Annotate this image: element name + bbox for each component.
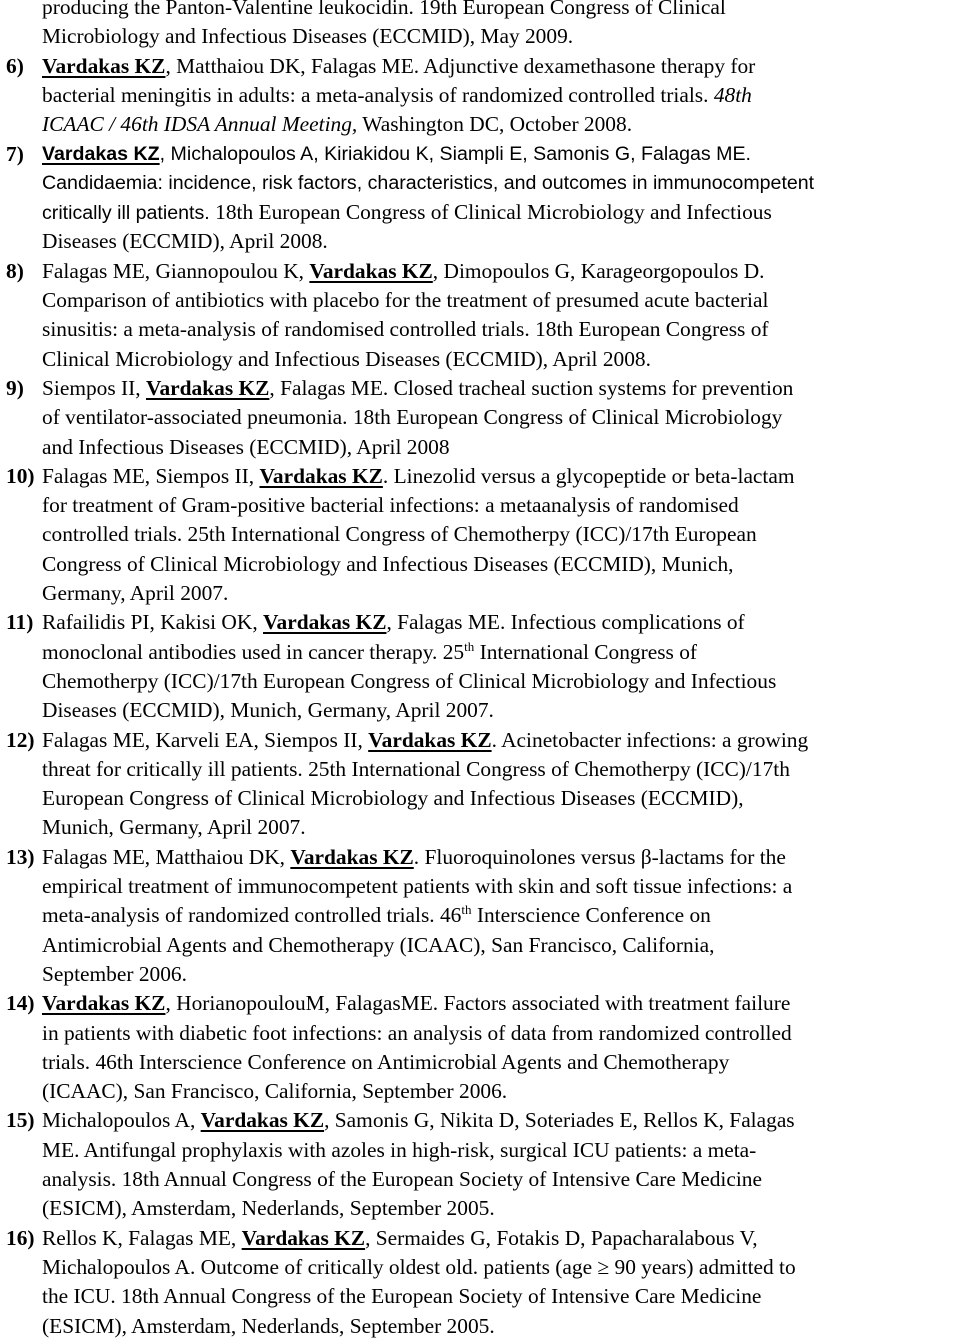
author-highlight: Vardakas KZ [259, 463, 383, 488]
text-run: monoclonal antibodies used in cancer therapy. 25 [42, 639, 465, 664]
text-run: (ESICM), Amsterdam, Nederlands, September 2005. [42, 1196, 495, 1221]
reference-line [42, 608, 745, 637]
reference-line [42, 286, 768, 315]
author-highlight: Vardakas KZ [368, 727, 492, 752]
reference-line [42, 374, 793, 403]
author-highlight: Vardakas KZ [42, 991, 166, 1016]
reference-line [42, 960, 187, 989]
text-run: , Sermaides G, Fotakis D, Papacharalabous V, [365, 1225, 758, 1250]
italic-text: ICAAC / 46th IDSA Annual Meeting, [42, 112, 358, 137]
text-run: Washington DC, October 2008. [357, 112, 633, 137]
reference-line [42, 491, 739, 520]
reference-number: 8) [6, 258, 24, 283]
reference-number: 13) [6, 844, 35, 869]
reference-line [42, 403, 782, 432]
reference-line [42, 81, 752, 110]
author-highlight: Vardakas KZ [42, 53, 166, 78]
text-run: meta-analysis of randomized controlled trials. 46 [42, 903, 462, 928]
reference-number: 15) [6, 1108, 35, 1133]
reference-line [42, 1136, 756, 1165]
text-run: Falagas ME, Matthaiou DK, [42, 844, 291, 869]
text-run: Diseases (ECCMID), April 2008. [42, 229, 328, 254]
reference-line [42, 22, 573, 51]
reference-line [42, 550, 734, 579]
text-run: threat for critically ill patients. 25th International Congress of Chemotherpy (ICC)/17th [42, 756, 790, 781]
reference-number: 12) [6, 727, 35, 752]
text-run: the ICU. 18th Annual Congress of the European Society of Intensive Care Medicine [42, 1284, 762, 1309]
reference-number: 7) [6, 141, 24, 166]
text-run: International Congress of [474, 639, 698, 664]
reference-line [42, 1165, 762, 1194]
reference-line [42, 52, 755, 81]
text-run: in patients with diabetic foot infections: an analysis of data from randomized controlled [42, 1020, 792, 1045]
text-run: Candidaemia: incidence, risk factors, characteristics, and outcomes in immunocompetent [42, 171, 815, 194]
superscript: th [464, 638, 475, 654]
text-run: critically ill patients. [42, 202, 216, 225]
text-run: . Linezolid versus a glycopeptide or beta-lactam [382, 463, 795, 488]
text-run: . Acinetobacter infections: a growing [491, 727, 809, 752]
author-highlight: Vardakas KZ [42, 142, 160, 165]
reference-line [42, 169, 814, 198]
text-run: Rellos K, Falagas ME, [42, 1225, 242, 1250]
reference-line [42, 110, 632, 139]
text-run: producing the Panton-Valentine leukocidin. 19th European Congress of Clinical [42, 0, 726, 19]
text-run: Chemotherpy (ICC)/17th European Congress of Clinical Microbiology and Infectious [42, 668, 777, 693]
author-highlight: Vardakas KZ [200, 1108, 325, 1133]
author-highlight: Vardakas KZ [241, 1225, 366, 1250]
text-run: , Falagas ME. Closed tracheal suction systems for prevention [269, 375, 794, 400]
text-run: trials. 46th Interscience Conference on Antimicrobial Agents and Chemotherapy [42, 1049, 730, 1074]
text-run: , Samonis G, Nikita D, Soteriades E, Rellos K, Falagas [324, 1108, 795, 1133]
reference-line [42, 198, 772, 227]
author-highlight: Vardakas KZ [290, 844, 414, 869]
reference-line [42, 345, 651, 374]
text-run: and Infectious Diseases (ECCMID), April 2008 [42, 434, 450, 459]
reference-number: 16) [6, 1225, 35, 1250]
reference-line [42, 433, 450, 462]
text-run: September 2006. [42, 961, 187, 986]
author-highlight: Vardakas KZ [263, 610, 387, 635]
reference-line [42, 520, 757, 549]
reference-line [42, 784, 744, 813]
text-run: Rafailidis PI, Kakisi OK, [42, 610, 264, 635]
reference-line [42, 1312, 495, 1341]
text-run: Germany, April 2007. [42, 581, 229, 605]
reference-line [42, 257, 765, 286]
text-run: empirical treatment of immunocompetent patients with skin and soft tissue infections: a [42, 874, 793, 898]
text-run: of ventilator-associated pneumonia. 18th European Congress of Clinical Microbiology [42, 405, 783, 430]
text-run: , Michalopoulos A, Kiriakidou K, Siampli E, Samonis G, Falagas ME. [159, 142, 751, 165]
text-run: Diseases (ECCMID), Munich, Germany, April 2007. [42, 698, 494, 723]
reference-line [42, 579, 228, 608]
reference-line [42, 1019, 792, 1048]
author-highlight: Vardakas KZ [309, 258, 433, 283]
reference-line [42, 1106, 795, 1135]
reference-line [42, 1048, 729, 1077]
author-highlight: Vardakas KZ [145, 375, 270, 400]
text-run: , Dimopoulos G, Karageorgopoulos D. [432, 258, 765, 283]
text-run: for treatment of Gram-positive bacterial infections: a metaanalysis of randomised [42, 493, 739, 518]
reference-line [42, 931, 714, 960]
text-run: Interscience Conference on [471, 903, 711, 928]
text-run: controlled trials. 25th International Congress of Chemotherpy (ICC)/17th European [42, 522, 757, 547]
text-run: Congress of Clinical Microbiology and Infectious Diseases (ECCMID), Munich, [42, 551, 734, 576]
text-run: Munich, Germany, April 2007. [42, 815, 306, 840]
text-run: Falagas ME, Giannopoulou K, [42, 258, 310, 283]
text-run: European Congress of Clinical Microbiology and Infectious Diseases (ECCMID), [42, 786, 744, 811]
text-run: Clinical Microbiology and Infectious Diseases (ECCMID), April 2008. [42, 346, 651, 371]
text-run: Falagas ME, Siempos II, [42, 463, 260, 488]
reference-line [42, 813, 306, 842]
reference-number: 9) [6, 375, 24, 400]
reference-line [42, 667, 776, 696]
reference-line [42, 1194, 495, 1223]
reference-line [42, 227, 328, 256]
text-run: ME. Antifungal prophylaxis with azoles in high-risk, surgical ICU patients: a meta- [42, 1137, 757, 1162]
reference-number: 6) [6, 53, 24, 78]
reference-line [42, 726, 808, 755]
text-run: bacterial meningitis in adults: a meta-analysis of randomized controlled trials. [42, 82, 714, 107]
text-run: Michalopoulos A. Outcome of critically oldest old. patients (age ≥ 90 years) admitted to [42, 1254, 796, 1279]
reference-line [42, 315, 769, 344]
text-run: analysis. 18th Annual Congress of the European Society of Intensive Care Medicine [42, 1167, 762, 1191]
superscript: th [461, 902, 472, 918]
text-run: , Falagas ME. Infectious complications of [386, 610, 745, 635]
text-run: , Matthaiou DK, Falagas ME. Adjunctive dexamethasone therapy for [165, 53, 756, 78]
text-run: . Fluoroquinolones versus β-lactams for the [413, 844, 786, 869]
reference-line [42, 638, 697, 667]
reference-line [42, 901, 711, 930]
text-run: sinusitis: a meta-analysis of randomised controlled trials. 18th European Congress of [42, 317, 769, 342]
text-run: Michalopoulos A, [42, 1108, 201, 1133]
reference-line [42, 989, 790, 1018]
reference-number: 10) [6, 463, 35, 488]
text-run: Antimicrobial Agents and Chemotherapy (ICAAC), San Francisco, California, [42, 932, 715, 957]
reference-line [42, 1253, 796, 1282]
text-run: Falagas ME, Karveli EA, Siempos II, [42, 727, 369, 752]
text-run: (ESICM), Amsterdam, Nederlands, September 2005. [42, 1313, 495, 1338]
italic-text: 48th [713, 82, 752, 107]
reference-line [42, 843, 786, 872]
text-run: Microbiology and Infectious Diseases (ECCMID), May 2009. [42, 24, 574, 49]
reference-line [42, 696, 494, 725]
reference-line [42, 1282, 761, 1311]
text-run: 18th European Congress of Clinical Microbiology and Infectious [215, 200, 772, 225]
reference-line [42, 0, 726, 22]
reference-line [42, 1077, 507, 1106]
text-run: (ICAAC), San Francisco, California, September 2006. [42, 1079, 508, 1104]
text-run: , HorianopoulouM, FalagasME. Factors associated with treatment failure [165, 991, 791, 1016]
reference-line [42, 140, 751, 169]
reference-line [42, 1224, 758, 1253]
reference-line [42, 755, 790, 784]
text-run: Comparison of antibiotics with placebo for the treatment of presumed acute bacterial [42, 288, 769, 312]
reference-line [42, 462, 795, 491]
reference-number: 14) [6, 991, 35, 1016]
reference-line [42, 872, 792, 901]
text-run: Siempos II, [42, 375, 146, 400]
reference-number: 11) [6, 610, 34, 635]
